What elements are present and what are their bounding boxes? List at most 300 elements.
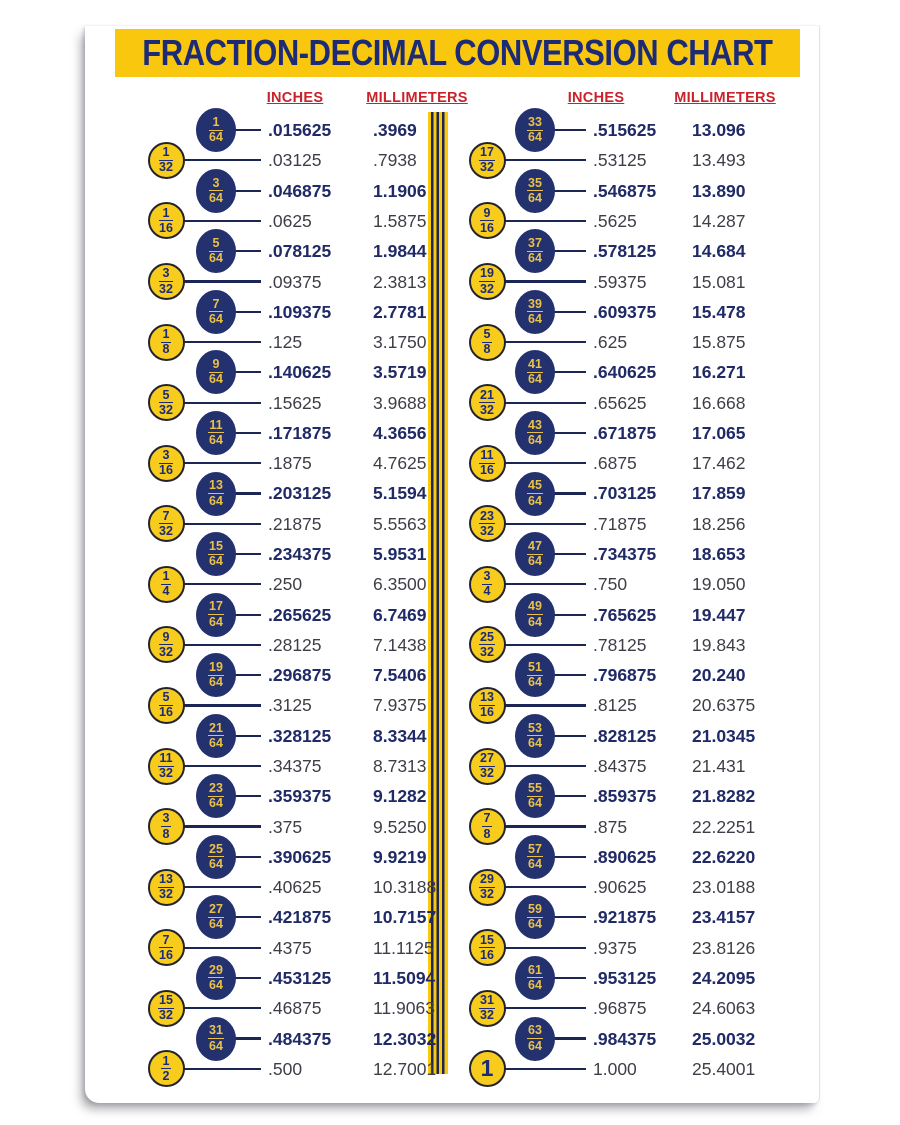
fraction-label bbox=[527, 479, 544, 507]
millimeters-value: 6.3500 bbox=[373, 574, 427, 595]
inches-value: .78125 bbox=[593, 634, 647, 655]
fraction-label bbox=[482, 328, 492, 356]
column-header-millimeters-right: MILLIMETERS bbox=[674, 90, 776, 106]
fraction-badge bbox=[469, 142, 506, 179]
inches-value: .84375 bbox=[593, 756, 647, 776]
fraction-numerator: 31 bbox=[480, 993, 494, 1008]
fraction-denominator: 64 bbox=[209, 372, 223, 387]
millimeters-value: 14.684 bbox=[692, 241, 746, 262]
inches-value: .671875 bbox=[593, 422, 657, 443]
fraction-numerator: 39 bbox=[528, 296, 542, 311]
inches-value: .1875 bbox=[268, 453, 312, 474]
fraction-label bbox=[482, 812, 492, 840]
conversion-row bbox=[0, 902, 900, 933]
fraction-denominator: 8 bbox=[483, 826, 491, 841]
fraction-badge bbox=[469, 445, 506, 482]
fraction-denominator: 32 bbox=[480, 281, 494, 296]
fraction-numerator: 17 bbox=[480, 145, 494, 160]
fraction-denominator: 64 bbox=[528, 251, 542, 266]
inches-value: .546875 bbox=[593, 180, 657, 201]
conversion-row bbox=[0, 842, 900, 873]
inches-value: .359375 bbox=[268, 786, 332, 807]
fraction-numerator: 15 bbox=[209, 538, 223, 553]
millimeters-value: 9.9219 bbox=[373, 846, 427, 867]
inches-value: .59375 bbox=[593, 271, 647, 292]
fraction-label bbox=[479, 934, 496, 962]
fraction-numerator: 13 bbox=[480, 690, 494, 705]
inches-value: .03125 bbox=[268, 150, 322, 171]
fraction-numerator: 1 bbox=[159, 146, 173, 161]
page-title: FRACTION-DECIMAL CONVERSION CHART bbox=[142, 32, 773, 73]
fraction-denominator: 32 bbox=[480, 1008, 494, 1023]
inches-value: .625 bbox=[593, 332, 628, 353]
fraction-denominator: 64 bbox=[209, 977, 223, 992]
inches-value: .6875 bbox=[593, 453, 637, 474]
inches-value: .703125 bbox=[593, 483, 657, 504]
fraction-denominator: 64 bbox=[209, 432, 223, 447]
millimeters-value: 25.4001 bbox=[692, 1058, 756, 1079]
conversion-row bbox=[0, 872, 900, 903]
fraction-label bbox=[527, 903, 544, 931]
inches-value: .750 bbox=[593, 574, 628, 595]
fraction-numerator: 5 bbox=[483, 326, 491, 341]
fraction-badge bbox=[469, 626, 506, 663]
millimeters-value: 4.7625 bbox=[373, 453, 427, 474]
fraction-denominator: 4 bbox=[162, 584, 170, 599]
fraction-denominator: 64 bbox=[528, 796, 542, 811]
conversion-row bbox=[0, 660, 900, 691]
millimeters-value: 5.5563 bbox=[373, 513, 427, 534]
inches-value: .734375 bbox=[593, 544, 657, 565]
fraction-badge bbox=[469, 1050, 506, 1087]
fraction-badge bbox=[469, 869, 506, 906]
fraction-numerator: 13 bbox=[209, 478, 223, 493]
fraction-denominator: 64 bbox=[209, 1038, 223, 1053]
fraction-numerator: 19 bbox=[480, 266, 494, 281]
fraction-badge bbox=[469, 748, 506, 785]
whole-number-label: 1 bbox=[480, 1055, 494, 1082]
conversion-row bbox=[0, 266, 900, 297]
fraction-numerator: 9 bbox=[480, 207, 494, 222]
fraction-numerator: 7 bbox=[159, 934, 173, 949]
millimeters-value: 8.3344 bbox=[373, 725, 427, 746]
inches-value: .9375 bbox=[593, 937, 637, 958]
fraction-label bbox=[479, 752, 496, 780]
fraction-denominator: 32 bbox=[159, 1008, 173, 1023]
inches-value: .5625 bbox=[593, 210, 637, 231]
conversion-row bbox=[0, 933, 900, 964]
fraction-denominator: 64 bbox=[528, 554, 542, 569]
fraction-label bbox=[527, 237, 544, 265]
millimeters-value: 16.271 bbox=[692, 362, 746, 383]
millimeters-value: 15.478 bbox=[692, 301, 746, 322]
inches-value: .296875 bbox=[268, 665, 332, 686]
fraction-label bbox=[527, 1024, 544, 1052]
fraction-denominator: 64 bbox=[209, 190, 223, 205]
fraction-denominator: 8 bbox=[162, 342, 170, 357]
millimeters-value: 19.050 bbox=[692, 574, 746, 595]
inches-value: .578125 bbox=[593, 241, 657, 262]
fraction-badge bbox=[469, 384, 506, 421]
fraction-label bbox=[480, 207, 494, 235]
fraction-numerator: 19 bbox=[209, 660, 223, 675]
millimeters-value: 17.065 bbox=[692, 422, 746, 443]
inches-value: .203125 bbox=[268, 483, 332, 504]
inches-value: .859375 bbox=[593, 786, 657, 807]
inches-value: .171875 bbox=[268, 422, 332, 443]
fraction-denominator: 32 bbox=[159, 281, 173, 296]
fraction-denominator: 64 bbox=[528, 856, 542, 871]
millimeters-value: 11.9063 bbox=[373, 998, 435, 1019]
fraction-label bbox=[479, 146, 496, 174]
fraction-denominator: 32 bbox=[159, 644, 173, 659]
conversion-row bbox=[0, 690, 900, 721]
fraction-numerator: 5 bbox=[159, 389, 173, 404]
column-header-inches-right: INCHES bbox=[567, 90, 625, 106]
millimeters-value: 14.287 bbox=[692, 210, 746, 231]
fraction-denominator: 4 bbox=[483, 584, 491, 599]
fraction-numerator: 3 bbox=[162, 811, 170, 826]
fraction-numerator: 49 bbox=[528, 599, 542, 614]
fraction-numerator: 3 bbox=[159, 449, 173, 464]
inches-value: .484375 bbox=[268, 1028, 332, 1049]
millimeters-value: 18.653 bbox=[692, 544, 746, 565]
millimeters-value: .3969 bbox=[373, 120, 417, 141]
fraction-badge bbox=[469, 324, 506, 361]
fraction-denominator: 64 bbox=[209, 311, 223, 326]
fraction-numerator: 7 bbox=[159, 510, 173, 525]
inches-value: .65625 bbox=[593, 392, 647, 413]
fraction-denominator: 64 bbox=[528, 432, 542, 447]
millimeters-value: 22.2251 bbox=[692, 816, 756, 837]
millimeters-value: 7.1438 bbox=[373, 634, 427, 655]
fraction-denominator: 64 bbox=[528, 735, 542, 750]
fraction-denominator: 32 bbox=[480, 160, 494, 175]
millimeters-value: 1.1906 bbox=[373, 180, 427, 201]
millimeters-value: 20.6375 bbox=[692, 695, 756, 716]
fraction-numerator: 55 bbox=[528, 781, 542, 796]
inches-value: .28125 bbox=[268, 634, 322, 655]
conversion-row bbox=[0, 539, 900, 570]
inches-value: .390625 bbox=[268, 846, 332, 867]
fraction-denominator: 64 bbox=[209, 735, 223, 750]
inches-value: .0625 bbox=[268, 210, 312, 231]
fraction-label bbox=[527, 540, 544, 568]
millimeters-value: 10.3188 bbox=[373, 877, 437, 898]
conversion-row bbox=[0, 327, 900, 358]
fraction-numerator: 9 bbox=[209, 358, 223, 373]
conversion-row bbox=[0, 781, 900, 812]
fraction-numerator: 33 bbox=[528, 115, 542, 130]
fraction-numerator: 1 bbox=[162, 326, 170, 341]
fraction-denominator: 64 bbox=[528, 311, 542, 326]
inches-value: .515625 bbox=[593, 120, 657, 141]
column-header-inches-left: INCHES bbox=[266, 90, 324, 106]
fraction-numerator: 3 bbox=[483, 569, 491, 584]
inches-value: .90625 bbox=[593, 877, 647, 898]
conversion-row bbox=[0, 388, 900, 419]
fraction-denominator: 16 bbox=[159, 463, 173, 478]
millimeters-value: 3.9688 bbox=[373, 392, 427, 413]
conversion-row bbox=[0, 206, 900, 237]
fraction-denominator: 64 bbox=[528, 675, 542, 690]
fraction-denominator: 64 bbox=[528, 130, 542, 145]
fraction-label bbox=[527, 722, 544, 750]
fraction-denominator: 64 bbox=[528, 917, 542, 932]
inches-value: .40625 bbox=[268, 877, 322, 898]
millimeters-value: 3.1750 bbox=[373, 332, 427, 353]
inches-value: .015625 bbox=[268, 120, 332, 141]
fraction-numerator: 37 bbox=[528, 236, 542, 251]
fraction-label bbox=[527, 358, 544, 386]
conversion-row bbox=[0, 418, 900, 449]
millimeters-value: 8.7313 bbox=[373, 756, 427, 776]
inches-value: .09375 bbox=[268, 271, 322, 292]
millimeters-value: 16.668 bbox=[692, 392, 746, 413]
fraction-label bbox=[527, 419, 544, 447]
fraction-denominator: 64 bbox=[209, 796, 223, 811]
inches-value: .984375 bbox=[593, 1028, 657, 1049]
fraction-label bbox=[527, 843, 544, 871]
fraction-denominator: 64 bbox=[528, 190, 542, 205]
fraction-label bbox=[479, 691, 496, 719]
fraction-numerator: 15 bbox=[159, 993, 173, 1008]
millimeters-value: 9.5250 bbox=[373, 816, 427, 837]
fraction-badge bbox=[469, 929, 506, 966]
inches-value: .953125 bbox=[593, 967, 657, 988]
fraction-label bbox=[527, 661, 544, 689]
millimeters-value: 24.2095 bbox=[692, 967, 756, 988]
fraction-badge bbox=[469, 687, 506, 724]
millimeters-value: 23.4157 bbox=[692, 907, 756, 928]
millimeters-value: 13.493 bbox=[692, 150, 746, 171]
fraction-numerator: 7 bbox=[483, 811, 491, 826]
millimeters-value: 11.1125 bbox=[373, 937, 434, 958]
fraction-numerator: 61 bbox=[528, 962, 542, 977]
fraction-numerator: 35 bbox=[528, 175, 542, 190]
millimeters-value: 12.7001 bbox=[373, 1058, 437, 1079]
fraction-denominator: 16 bbox=[480, 705, 494, 720]
fraction-denominator: 64 bbox=[528, 493, 542, 508]
fraction-badge bbox=[469, 505, 506, 542]
fraction-numerator: 29 bbox=[209, 962, 223, 977]
fraction-badge bbox=[469, 990, 506, 1027]
fraction-numerator: 11 bbox=[159, 750, 173, 765]
millimeters-value: 25.0032 bbox=[692, 1028, 756, 1049]
millimeters-value: 22.6220 bbox=[692, 846, 756, 867]
fraction-label bbox=[479, 389, 496, 417]
fraction-denominator: 16 bbox=[480, 463, 494, 478]
fraction-numerator: 1 bbox=[209, 116, 223, 131]
conversion-row bbox=[0, 236, 900, 267]
inches-value: .109375 bbox=[268, 301, 332, 322]
conversion-row bbox=[0, 448, 900, 479]
inches-value: .890625 bbox=[593, 846, 657, 867]
fraction-numerator: 59 bbox=[528, 902, 542, 917]
millimeters-value: 1.5875 bbox=[373, 210, 427, 231]
fraction-label bbox=[482, 570, 492, 598]
fraction-denominator: 32 bbox=[159, 766, 173, 781]
fraction-label bbox=[527, 600, 544, 628]
fraction-numerator: 21 bbox=[209, 720, 223, 735]
millimeters-value: 10.7157 bbox=[373, 907, 437, 928]
fraction-denominator: 32 bbox=[159, 523, 173, 538]
millimeters-value: 7.5406 bbox=[373, 665, 427, 686]
fraction-denominator: 16 bbox=[159, 947, 173, 962]
fraction-numerator: 3 bbox=[209, 177, 223, 192]
conversion-row bbox=[0, 811, 900, 842]
inches-value: .375 bbox=[268, 816, 303, 837]
fraction-numerator: 57 bbox=[528, 841, 542, 856]
fraction-denominator: 32 bbox=[159, 160, 173, 175]
fraction-numerator: 13 bbox=[159, 872, 173, 887]
millimeters-value: 5.9531 bbox=[373, 544, 427, 565]
fraction-numerator: 51 bbox=[528, 660, 542, 675]
conversion-row bbox=[0, 145, 900, 176]
inches-value: .3125 bbox=[268, 695, 312, 716]
fraction-numerator: 5 bbox=[159, 691, 173, 706]
fraction-numerator: 1 bbox=[162, 1053, 170, 1068]
fraction-label bbox=[479, 449, 495, 477]
inches-value: .640625 bbox=[593, 362, 657, 383]
fraction-numerator: 9 bbox=[159, 631, 173, 646]
fraction-label bbox=[479, 994, 496, 1022]
fraction-badge bbox=[469, 263, 506, 300]
fraction-numerator: 27 bbox=[480, 750, 494, 765]
inches-value: .500 bbox=[268, 1058, 303, 1079]
fraction-label bbox=[527, 177, 544, 205]
fraction-numerator: 53 bbox=[528, 720, 542, 735]
fraction-denominator: 32 bbox=[480, 644, 494, 659]
fraction-numerator: 43 bbox=[528, 417, 542, 432]
conversion-row bbox=[0, 599, 900, 630]
inches-value: .34375 bbox=[268, 756, 322, 776]
fraction-denominator: 32 bbox=[159, 887, 173, 902]
fraction-denominator: 64 bbox=[209, 251, 223, 266]
millimeters-value: 19.447 bbox=[692, 604, 746, 625]
fraction-denominator: 8 bbox=[483, 342, 491, 357]
millimeters-value: 12.3032 bbox=[373, 1028, 437, 1049]
inches-value: .828125 bbox=[593, 725, 657, 746]
millimeters-value: .7938 bbox=[373, 150, 417, 171]
fraction-denominator: 32 bbox=[480, 887, 494, 902]
fraction-numerator: 1 bbox=[162, 569, 170, 584]
millimeters-value: 18.256 bbox=[692, 513, 746, 534]
inches-value: .21875 bbox=[268, 513, 322, 534]
millimeters-value: 21.0345 bbox=[692, 725, 756, 746]
fraction-denominator: 64 bbox=[209, 856, 223, 871]
conversion-row bbox=[0, 478, 900, 509]
fraction-numerator: 27 bbox=[209, 902, 223, 917]
fraction-label bbox=[479, 267, 496, 295]
conversion-row bbox=[0, 751, 900, 782]
inches-value: .15625 bbox=[268, 392, 322, 413]
fraction-denominator: 64 bbox=[528, 977, 542, 992]
fraction-label bbox=[527, 116, 544, 144]
millimeters-value: 20.240 bbox=[692, 665, 746, 686]
fraction-denominator: 64 bbox=[209, 917, 223, 932]
fraction-label bbox=[479, 631, 496, 659]
millimeters-value: 13.890 bbox=[692, 180, 746, 201]
inches-value: .921875 bbox=[593, 907, 657, 928]
fraction-numerator: 63 bbox=[528, 1023, 542, 1038]
fraction-numerator: 23 bbox=[209, 781, 223, 796]
inches-value: .71875 bbox=[593, 513, 647, 534]
fraction-denominator: 64 bbox=[209, 493, 223, 508]
conversion-row bbox=[0, 176, 900, 207]
fraction-numerator: 31 bbox=[209, 1023, 223, 1038]
conversion-row bbox=[0, 297, 900, 328]
inches-value: .328125 bbox=[268, 725, 332, 746]
conversion-row bbox=[0, 1054, 900, 1085]
fraction-numerator: 5 bbox=[209, 237, 223, 252]
inches-value: .796875 bbox=[593, 665, 657, 686]
fraction-denominator: 8 bbox=[162, 826, 170, 841]
millimeters-value: 24.6063 bbox=[692, 998, 756, 1019]
inches-value: .046875 bbox=[268, 180, 332, 201]
inches-value: .53125 bbox=[593, 150, 647, 171]
inches-value: .765625 bbox=[593, 604, 657, 625]
column-header-millimeters-left: MILLIMETERS bbox=[366, 90, 468, 106]
inches-value: .250 bbox=[268, 574, 303, 595]
inches-value: .265625 bbox=[268, 604, 332, 625]
millimeters-value: 7.9375 bbox=[373, 695, 427, 716]
inches-value: .46875 bbox=[268, 998, 322, 1019]
fraction-denominator: 16 bbox=[480, 220, 494, 235]
fraction-denominator: 32 bbox=[480, 523, 494, 538]
fraction-numerator: 25 bbox=[480, 629, 494, 644]
conversion-row bbox=[0, 963, 900, 994]
millimeters-value: 13.096 bbox=[692, 120, 746, 141]
fraction-badge bbox=[469, 808, 506, 845]
millimeters-value: 11.5094 bbox=[373, 967, 436, 988]
inches-value: .125 bbox=[268, 332, 303, 353]
inches-value: .8125 bbox=[593, 695, 637, 716]
fraction-label bbox=[527, 298, 544, 326]
fraction-denominator: 64 bbox=[528, 372, 542, 387]
fraction-label bbox=[527, 964, 544, 992]
fraction-numerator: 7 bbox=[209, 298, 223, 313]
millimeters-value: 5.1594 bbox=[373, 483, 427, 504]
fraction-denominator: 16 bbox=[159, 220, 173, 235]
fraction-numerator: 17 bbox=[209, 599, 223, 614]
millimeters-value: 1.9844 bbox=[373, 241, 427, 262]
inches-value: 1.000 bbox=[593, 1058, 637, 1079]
fraction-numerator: 3 bbox=[159, 267, 173, 282]
conversion-row bbox=[0, 509, 900, 540]
conversion-row bbox=[0, 115, 900, 146]
fraction-denominator: 64 bbox=[528, 1038, 542, 1053]
fraction-denominator: 16 bbox=[480, 947, 494, 962]
fraction-numerator: 23 bbox=[480, 508, 494, 523]
conversion-row bbox=[0, 357, 900, 388]
fraction-denominator: 64 bbox=[209, 675, 223, 690]
millimeters-value: 15.875 bbox=[692, 332, 746, 353]
millimeters-value: 6.7469 bbox=[373, 604, 427, 625]
conversion-row bbox=[0, 630, 900, 661]
inches-value: .421875 bbox=[268, 907, 332, 928]
fraction-numerator: 21 bbox=[480, 387, 494, 402]
conversion-row bbox=[0, 721, 900, 752]
conversion-row bbox=[0, 569, 900, 600]
millimeters-value: 23.8126 bbox=[692, 937, 756, 958]
millimeters-value: 2.3813 bbox=[373, 271, 427, 292]
fraction-denominator: 64 bbox=[209, 614, 223, 629]
fraction-label bbox=[479, 873, 496, 901]
inches-value: .140625 bbox=[268, 362, 332, 383]
conversion-row bbox=[0, 1023, 900, 1054]
fraction-denominator: 32 bbox=[159, 402, 173, 417]
